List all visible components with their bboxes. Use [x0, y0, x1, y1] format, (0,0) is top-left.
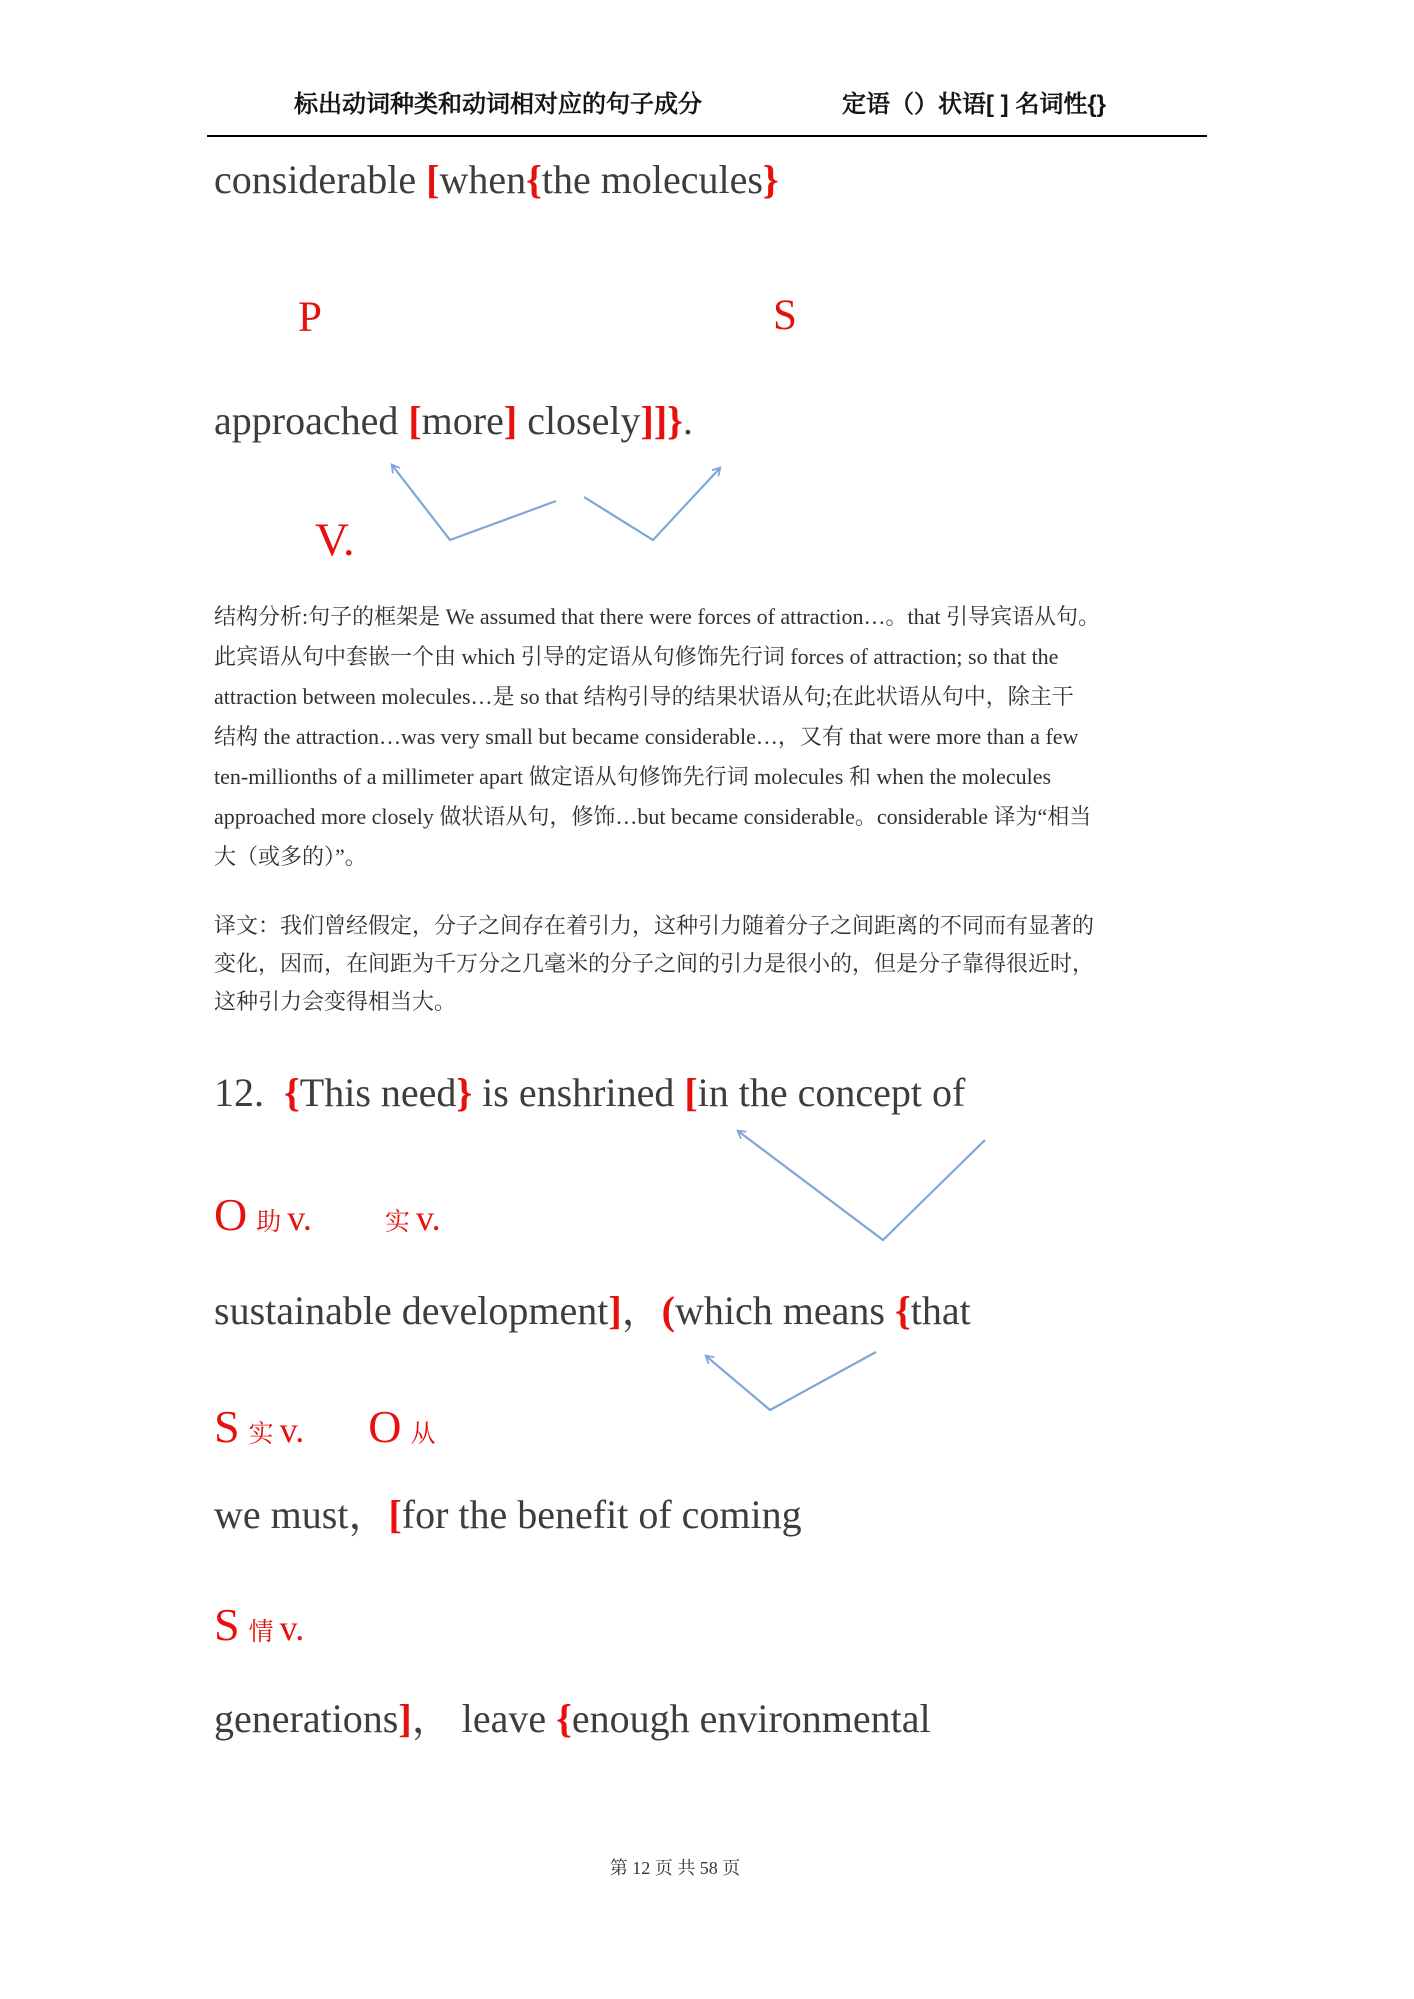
text-segment: sustainable development	[214, 1288, 609, 1333]
sentence11-line2	[214, 398, 693, 444]
text-segment: 实	[248, 1421, 274, 1448]
paragraph-line: ten-millionths of a millimeter apart 做定语从句修饰先行词 molecules 和 when the molecules	[214, 764, 1052, 789]
text-segment: O	[214, 1189, 248, 1240]
sentence11-line1	[214, 157, 779, 203]
text-segment: ， leave	[411, 1696, 557, 1741]
text-segment: 情	[248, 1619, 274, 1646]
text-segment: 从	[410, 1421, 436, 1448]
text-segment: considerable	[214, 157, 427, 202]
text-segment: ，	[621, 1288, 662, 1333]
analysis-paragraph	[214, 597, 1209, 877]
bracket-marker: ]]}	[640, 398, 683, 443]
paragraph-line: attraction between molecules…是 so that 结构引导的结果状语从句;在此状语从句中，除主干	[214, 684, 1074, 709]
bracket-marker: [	[408, 398, 422, 443]
label-subject-s: S	[773, 292, 797, 339]
text-segment: in the concept of	[697, 1070, 966, 1115]
text-segment: v.	[279, 1410, 305, 1450]
text-segment: which means	[675, 1288, 895, 1333]
translation-paragraph	[214, 907, 1209, 1021]
text-segment: .	[682, 398, 693, 443]
paragraph-line: 大（或多的）”。	[214, 844, 367, 869]
arrow-to-approached-icon	[392, 465, 556, 540]
bracket-marker: [	[684, 1070, 698, 1115]
text-segment: S	[214, 1599, 240, 1650]
bracket-marker: ]	[608, 1288, 622, 1333]
text-segment: closely	[517, 398, 641, 443]
text-segment: enough environmental	[571, 1696, 931, 1741]
label-verb-v: V.	[315, 514, 355, 566]
text-segment: v.	[415, 1198, 441, 1238]
bracket-marker: {	[284, 1070, 300, 1115]
text-segment: This need	[299, 1070, 457, 1115]
text-segment: S	[214, 1401, 240, 1452]
text-segment: for the benefit of coming	[401, 1492, 802, 1537]
text-segment: 实	[384, 1209, 410, 1236]
text-segment: when	[439, 157, 527, 202]
paragraph-line: 结构 the attraction…was very small but became considerable…，又有 that were more than a few	[214, 724, 1079, 749]
bracket-marker: }	[762, 157, 779, 202]
bracket-marker: {	[556, 1696, 572, 1741]
text-segment: generations	[214, 1696, 399, 1741]
text-segment: v.	[279, 1608, 305, 1648]
arrow-to-enshrined-icon	[738, 1131, 985, 1240]
text-segment: is enshrined	[472, 1070, 685, 1115]
text-segment: O	[368, 1401, 402, 1452]
text-segment: that	[910, 1288, 971, 1333]
sentence12-line1	[214, 1070, 965, 1116]
header-divider	[207, 135, 1207, 137]
label-row-object-verbs	[214, 1189, 441, 1240]
text-segment: 助	[256, 1209, 282, 1236]
paragraph-line: 此宾语从句中套嵌一个由 which 引导的定语从句修饰先行词 forces of attraction; so that the	[214, 644, 1059, 669]
page-footer: 第 12 页 共 58 页	[609, 1858, 741, 1878]
label-row-subject-object	[214, 1401, 442, 1452]
header-legend: 定语（）状语[ ] 名词性{}	[842, 91, 1106, 118]
bracket-marker: }	[456, 1070, 473, 1115]
bracket-marker: ]	[503, 398, 518, 443]
paragraph-line: 译文：我们曾经假定，分子之间存在着引力，这种引力随着分子之间距离的不同而有显著的	[214, 913, 1095, 938]
paragraph-line: 这种引力会变得相当大。	[214, 989, 457, 1014]
text-segment: the molecules	[541, 157, 763, 202]
paragraph-line: approached more closely 做状语从句，修饰…but became considerable。considerable 译为“相当	[214, 804, 1092, 829]
text-segment: approached	[214, 398, 409, 443]
sentence12-line2	[214, 1288, 971, 1334]
arrow-to-closely-icon	[584, 468, 720, 540]
header-title: 标出动词种类和动词相对应的句子成分	[294, 91, 702, 118]
sentence12-line4	[214, 1696, 931, 1742]
text-segment: we must	[214, 1492, 349, 1537]
paragraph-line: 变化，因而，在间距为千万分之几毫米的分子之间的引力是很小的，但是分子靠得很近时，	[214, 951, 1095, 976]
bracket-marker: {	[894, 1288, 911, 1333]
bracket-marker: [	[426, 157, 440, 202]
bracket-marker: [	[388, 1492, 402, 1537]
paragraph-line: 结构分析:句子的框架是 We assumed that there were forces of attraction…。that 引导宾语从句。	[214, 604, 1100, 629]
bracket-marker: (	[661, 1288, 675, 1333]
text-segment: v.	[287, 1198, 312, 1238]
arrow-to-development-icon	[706, 1352, 876, 1410]
text-segment: ，	[348, 1492, 389, 1537]
bracket-marker: ]	[398, 1696, 412, 1741]
text-segment: more	[421, 398, 504, 443]
label-predicate-p: P	[298, 294, 322, 341]
sentence12-line3	[214, 1492, 802, 1538]
bracket-marker: {	[526, 157, 542, 202]
label-row-subject-modal	[214, 1599, 305, 1650]
text-segment: 12.	[214, 1070, 284, 1115]
